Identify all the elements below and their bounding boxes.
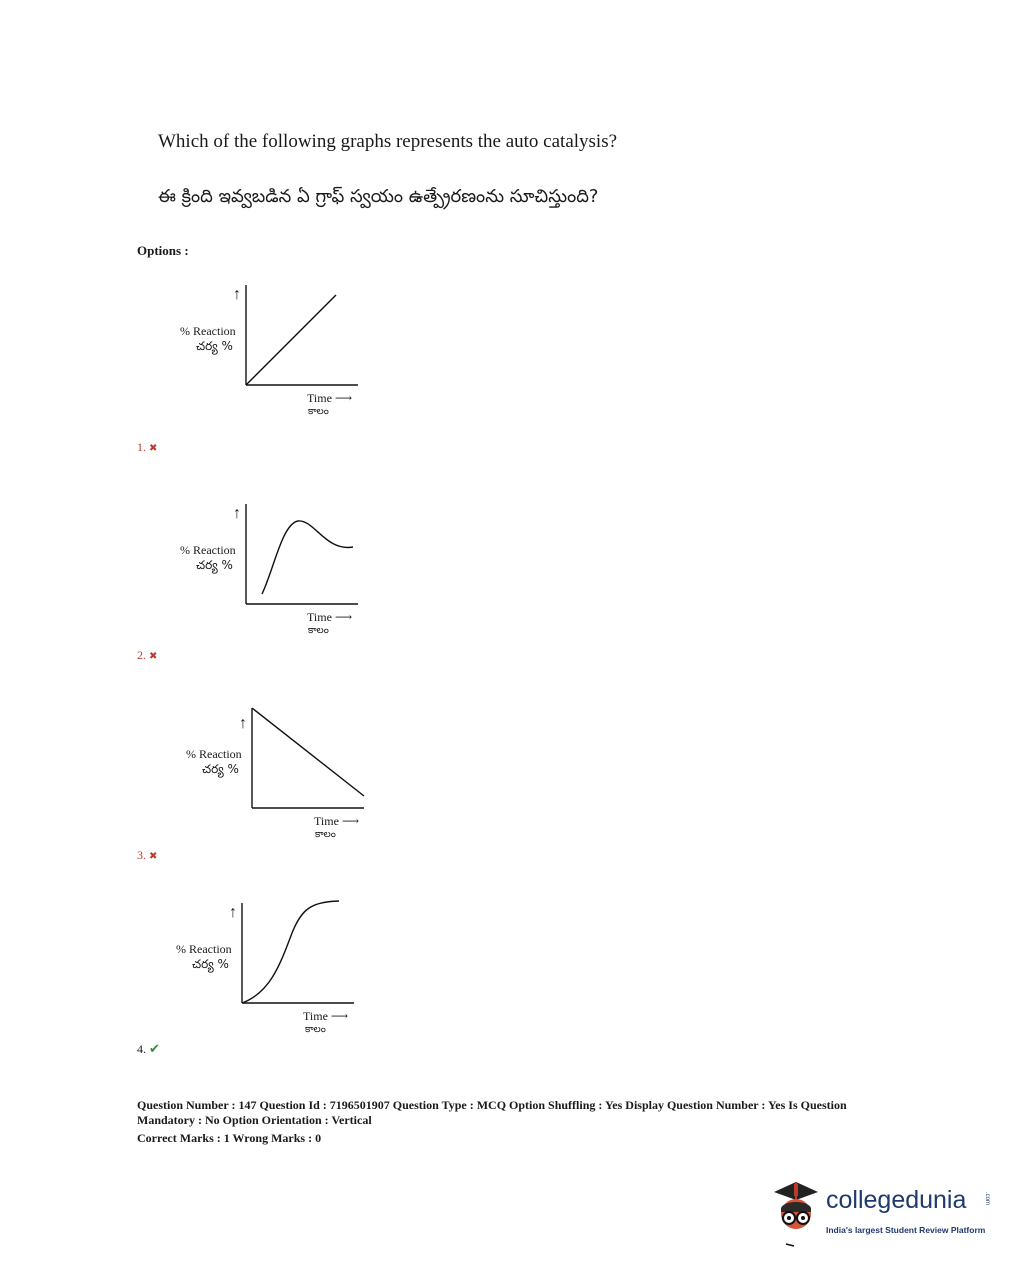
curve-rise-peak-fall: [262, 521, 353, 594]
x-axis-label-te: కాలం: [308, 406, 329, 417]
y-axis-label-en: % Reaction: [186, 747, 242, 761]
option-4-number: [137, 1042, 160, 1057]
curve-linear-increase: [246, 295, 336, 385]
question-metadata: Question Number : 147 Question Id : 7196501907 Question Type : MCQ Option Shuffling : Yes Display Question Number : Yes Is Question Mandatory : No Option Orientation : Vertical: [137, 1098, 847, 1127]
x-axis-label-te: కాలం: [305, 1024, 326, 1035]
y-axis-arrow: ↑: [233, 505, 241, 522]
curve-linear-decrease: [252, 708, 364, 796]
x-axis-label-te: కాలం: [315, 829, 336, 840]
y-axis-arrow: ↑: [229, 904, 237, 921]
option-2-label: 2.: [137, 648, 146, 662]
collegedunia-logo: [768, 1178, 998, 1248]
y-axis-label-te: చర్య %: [192, 957, 229, 971]
y-axis-label-te: చర్య %: [196, 558, 233, 572]
option-3-number: [137, 848, 157, 863]
wrong-icon: ✖: [149, 851, 158, 862]
logo-suffix: .com: [984, 1192, 990, 1206]
wrong-icon: ✖: [149, 651, 158, 662]
option-4-graph: [174, 898, 364, 1048]
question-text-telugu: ఈ క్రింది ఇవ్వబడిన ఏ గ్రాఫ్ స్వయం ఉత్ప్రేరణంను సూచిస్తుంది?: [158, 186, 599, 207]
option-3-graph: [184, 703, 374, 853]
option-3-label: 3.: [137, 848, 146, 862]
y-axis-label-te: చర్య %: [202, 762, 239, 776]
options-label: Options :: [137, 243, 189, 258]
logo-wordmark: collegedunia: [826, 1186, 967, 1214]
y-axis-arrow: ↑: [233, 286, 241, 303]
check-icon: ✔: [149, 1042, 160, 1057]
option-4-label: 4.: [137, 1042, 146, 1056]
y-axis-arrow: ↑: [239, 715, 247, 732]
option-1-label: 1.: [137, 440, 146, 454]
logo-tagline: India's largest Student Review Platform: [826, 1225, 986, 1235]
x-axis-label-en: Time ⟶: [307, 391, 353, 405]
y-axis-label-en: % Reaction: [180, 543, 236, 557]
wrong-icon: ✖: [149, 443, 158, 454]
x-axis-label-en: Time ⟶: [314, 814, 360, 828]
option-1-number: [137, 440, 157, 455]
option-1-graph: [178, 280, 368, 430]
mascot-icon: [768, 1178, 824, 1248]
y-axis-label-en: % Reaction: [180, 324, 236, 338]
y-axis-label-en: % Reaction: [176, 942, 232, 956]
x-axis-label-te: కాలం: [308, 625, 329, 636]
x-axis-label-en: Time ⟶: [303, 1009, 349, 1023]
y-axis-label-te: చర్య %: [196, 339, 233, 353]
option-2-graph: [178, 499, 368, 649]
question-text-english: Which of the following graphs represents the auto catalysis?: [158, 131, 618, 152]
marks-info: Correct Marks : 1 Wrong Marks : 0: [137, 1131, 322, 1145]
curve-sigmoid: [242, 901, 339, 1003]
x-axis-label-en: Time ⟶: [307, 610, 353, 624]
option-2-number: [137, 648, 157, 663]
